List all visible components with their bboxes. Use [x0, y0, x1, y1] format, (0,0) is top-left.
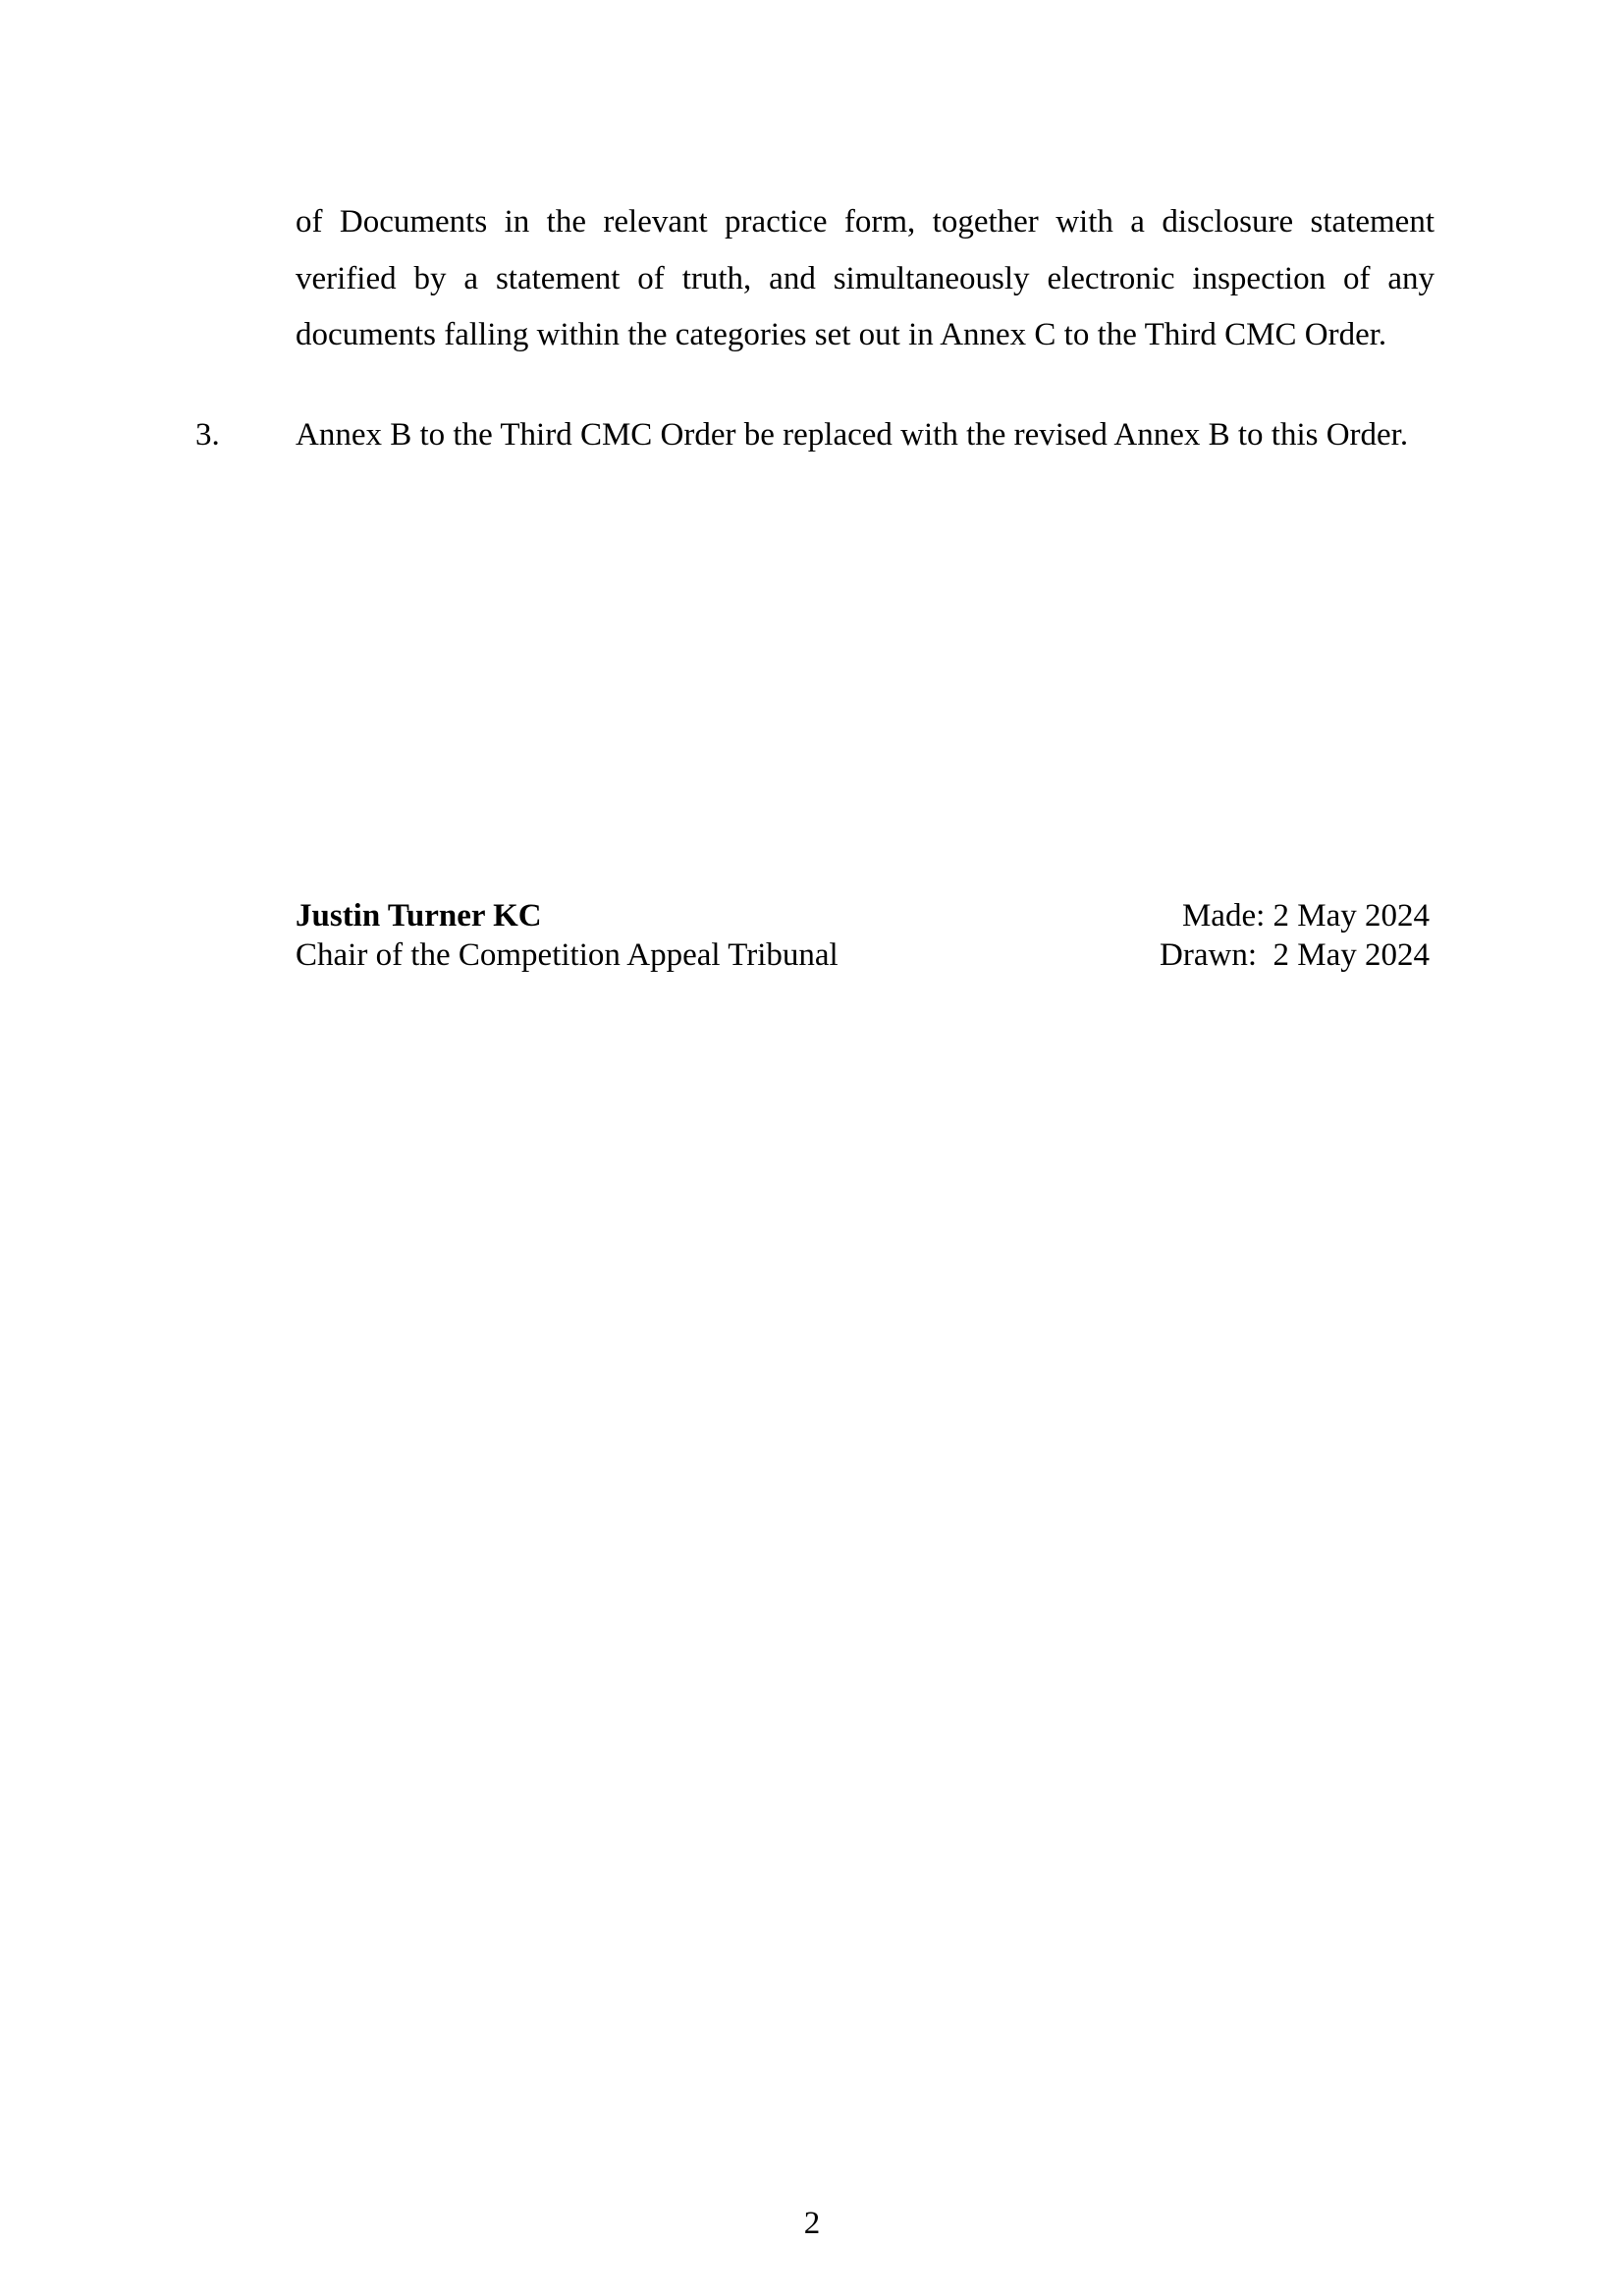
signatory-title: Chair of the Competition Appeal Tribunal	[296, 937, 839, 973]
paragraph-line: of Documents in the relevant practice form, together with a disclosure statement	[296, 204, 1435, 240]
paragraph-line: verified by a statement of truth, and simultaneously electronic inspection of any	[296, 260, 1435, 296]
paragraph-text: Annex B to the Third CMC Order be replaced with the revised Annex B to this Order.	[296, 417, 1409, 453]
signatory	[296, 896, 839, 975]
order-dates	[1160, 896, 1430, 975]
drawn-date: Drawn: 2 May 2024	[1160, 937, 1430, 973]
signatory-name: Justin Turner KC	[296, 898, 542, 934]
paragraph-line: documents falling within the categories set out in Annex C to the Third CMC Order.	[296, 317, 1387, 352]
made-date: Made: 2 May 2024	[1181, 898, 1430, 934]
page-number: 2	[803, 2206, 821, 2241]
paragraph-number: 3.	[195, 417, 220, 453]
paragraph-2-continuation	[296, 194, 1435, 364]
